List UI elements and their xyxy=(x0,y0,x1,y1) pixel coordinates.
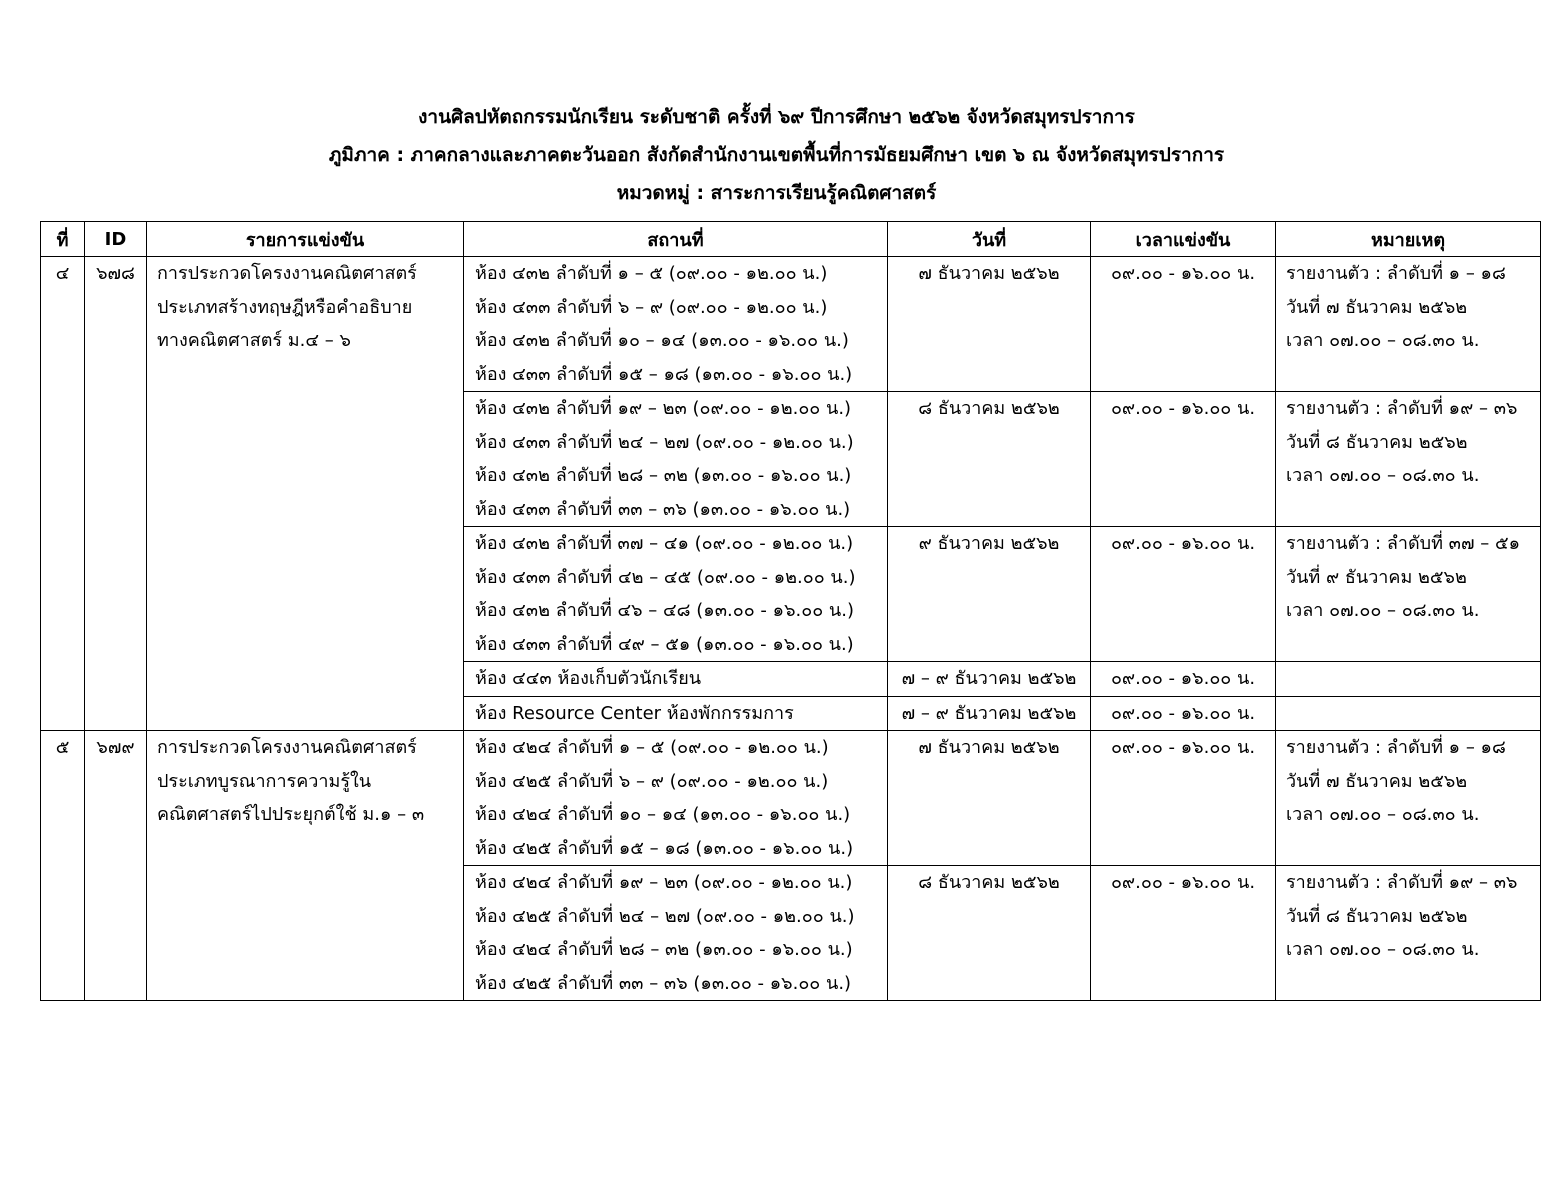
remarks-cell xyxy=(1276,731,1541,866)
row-number xyxy=(41,731,85,1001)
row-id xyxy=(85,731,147,1001)
remarks-line: รายงานตัว : ลำดับที่ ๓๗ – ๕๑ xyxy=(1286,533,1520,554)
date-cell xyxy=(888,866,1091,1001)
time-cell xyxy=(1091,866,1276,1001)
venue-cell xyxy=(464,866,888,1001)
venue-cell xyxy=(464,257,888,392)
remarks-line: เวลา ๐๗.๐๐ – ๐๘.๓๐ น. xyxy=(1286,804,1480,825)
column-header-remarks: หมายเหตุ xyxy=(1276,222,1541,257)
remarks-line: เวลา ๐๗.๐๐ – ๐๘.๓๐ น. xyxy=(1286,939,1480,960)
venue-line: ห้อง ๔๓๒ ลำดับที่ ๔๖ – ๔๘ (๑๓.๐๐ - ๑๖.๐๐ น.) xyxy=(475,600,854,621)
column-header-time: เวลาแข่งขัน xyxy=(1091,222,1276,257)
date-cell xyxy=(888,662,1091,697)
remarks-cell xyxy=(1276,527,1541,662)
remarks-line: วันที่ ๗ ธันวาคม ๒๕๖๒ xyxy=(1286,296,1468,318)
remarks-line: เวลา ๐๗.๐๐ – ๐๘.๓๐ น. xyxy=(1286,330,1480,351)
venue-cell xyxy=(464,731,888,866)
venue-line: ห้อง ๔๓๓ ลำดับที่ ๑๕ – ๑๘ (๑๓.๐๐ - ๑๖.๐๐ น.) xyxy=(475,363,853,385)
table-header-row xyxy=(41,222,1541,257)
remarks-cell xyxy=(1276,257,1541,392)
column-header-venue: สถานที่ xyxy=(464,222,888,257)
remarks-line: เวลา ๐๗.๐๐ – ๐๘.๓๐ น. xyxy=(1286,465,1480,486)
remarks-cell xyxy=(1276,696,1541,731)
remarks-line: วันที่ ๙ ธันวาคม ๒๕๖๒ xyxy=(1286,566,1467,588)
date-text: ๗ ธันวาคม ๒๕๖๒ xyxy=(918,263,1060,284)
header-title: งานศิลปหัตถกรรมนักเรียน ระดับชาติ ครั้งที่ ๖๙ ปีการศึกษา ๒๕๖๒ จังหวัดสมุทรปราการ xyxy=(418,106,1135,128)
venue-line: ห้อง ๔๔๓ ห้องเก็บตัวนักเรียน xyxy=(475,668,702,689)
remarks-line: วันที่ ๗ ธันวาคม ๒๕๖๒ xyxy=(1286,770,1468,792)
header-region: ภูมิภาค : ภาคกลางและภาคตะวันออก สังกัดสำนักงานเขตพื้นที่การมัธยมศึกษา เขต ๖ ณ จังหวัดสมุทรปราการ xyxy=(328,144,1225,166)
venue-line: ห้อง ๔๓๓ ลำดับที่ ๔๒ – ๔๕ (๐๙.๐๐ - ๑๒.๐๐ น.) xyxy=(475,566,856,588)
date-text: ๗ – ๙ ธันวาคม ๒๕๖๒ xyxy=(901,702,1077,724)
time-cell xyxy=(1091,257,1276,392)
time-text: ๐๙.๐๐ - ๑๖.๐๐ น. xyxy=(1110,398,1256,419)
table-body xyxy=(41,257,1541,1001)
time-cell xyxy=(1091,696,1276,731)
date-text: ๗ ธันวาคม ๒๕๖๒ xyxy=(918,737,1060,758)
competition-title-line: การประกวดโครงงานคณิตศาสตร์ xyxy=(157,263,417,284)
venue-line: ห้อง ๔๒๕ ลำดับที่ ๑๕ – ๑๘ (๑๓.๐๐ - ๑๖.๐๐ น.) xyxy=(475,837,854,859)
date-cell xyxy=(888,696,1091,731)
schedule-table xyxy=(40,221,1541,1001)
venue-cell xyxy=(464,527,888,662)
time-text: ๐๙.๐๐ - ๑๖.๐๐ น. xyxy=(1110,263,1256,284)
row-number-text: ๔ xyxy=(55,263,70,284)
date-text: ๘ ธันวาคม ๒๕๖๒ xyxy=(918,872,1060,893)
time-text: ๐๙.๐๐ - ๑๖.๐๐ น. xyxy=(1110,533,1256,554)
venue-line: ห้อง ๔๒๔ ลำดับที่ ๑๐ – ๑๔ (๑๓.๐๐ - ๑๖.๐๐ น.) xyxy=(475,804,851,825)
column-header-id: ID xyxy=(85,222,147,257)
venue-line: ห้อง Resource Center ห้องพักกรรมการ xyxy=(475,702,794,724)
document-header xyxy=(0,98,1553,212)
venue-line: ห้อง ๔๓๓ ลำดับที่ ๖ – ๙ (๐๙.๐๐ - ๑๒.๐๐ น.) xyxy=(475,296,828,318)
remarks-line: รายงานตัว : ลำดับที่ ๑๙ – ๓๖ xyxy=(1286,398,1518,419)
venue-line: ห้อง ๔๓๓ ลำดับที่ ๓๓ – ๓๖ (๑๓.๐๐ - ๑๖.๐๐ น.) xyxy=(475,498,851,520)
time-text: ๐๙.๐๐ - ๑๖.๐๐ น. xyxy=(1110,737,1256,758)
row-id-text: ๖๗๘ xyxy=(96,263,135,284)
date-text: ๙ ธันวาคม ๒๕๖๒ xyxy=(918,533,1060,554)
table-row xyxy=(41,257,1541,392)
remarks-line: เวลา ๐๗.๐๐ – ๐๘.๓๐ น. xyxy=(1286,600,1480,621)
remarks-line: รายงานตัว : ลำดับที่ ๑๙ – ๓๖ xyxy=(1286,872,1518,893)
date-cell xyxy=(888,392,1091,527)
venue-line: ห้อง ๔๒๕ ลำดับที่ ๒๔ – ๒๗ (๐๙.๐๐ - ๑๒.๐๐ น.) xyxy=(475,905,855,927)
date-cell xyxy=(888,257,1091,392)
remarks-line: วันที่ ๘ ธันวาคม ๒๕๖๒ xyxy=(1286,431,1468,453)
time-cell xyxy=(1091,731,1276,866)
time-cell xyxy=(1091,662,1276,697)
remarks-line: รายงานตัว : ลำดับที่ ๑ – ๑๘ xyxy=(1286,737,1506,758)
row-id xyxy=(85,257,147,731)
competition-title-line: คณิตศาสตร์ไปประยุกต์ใช้ ม.๑ – ๓ xyxy=(157,804,425,825)
remarks-cell xyxy=(1276,392,1541,527)
venue-line: ห้อง ๔๓๓ ลำดับที่ ๒๔ – ๒๗ (๐๙.๐๐ - ๑๒.๐๐ น.) xyxy=(475,431,854,453)
time-text: ๐๙.๐๐ - ๑๖.๐๐ น. xyxy=(1110,872,1256,893)
time-text: ๐๙.๐๐ - ๑๖.๐๐ น. xyxy=(1110,702,1256,724)
date-text: ๘ ธันวาคม ๒๕๖๒ xyxy=(918,398,1060,419)
date-cell xyxy=(888,731,1091,866)
table-row xyxy=(41,731,1541,866)
remarks-line: รายงานตัว : ลำดับที่ ๑ – ๑๘ xyxy=(1286,263,1506,284)
row-number xyxy=(41,257,85,731)
venue-line: ห้อง ๔๒๔ ลำดับที่ ๑ – ๕ (๐๙.๐๐ - ๑๒.๐๐ น.) xyxy=(475,737,829,758)
venue-line: ห้อง ๔๒๔ ลำดับที่ ๒๘ – ๓๒ (๑๓.๐๐ - ๑๖.๐๐ น.) xyxy=(475,939,853,960)
venue-cell xyxy=(464,696,888,731)
venue-line: ห้อง ๔๓๒ ลำดับที่ ๑ – ๕ (๐๙.๐๐ - ๑๒.๐๐ น.) xyxy=(475,263,828,284)
row-id-text: ๖๗๙ xyxy=(96,737,135,758)
date-cell xyxy=(888,527,1091,662)
column-header-date: วันที่ xyxy=(888,222,1091,257)
competition-title xyxy=(147,731,464,1001)
venue-line: ห้อง ๔๒๕ ลำดับที่ ๓๓ – ๓๖ (๑๓.๐๐ - ๑๖.๐๐ น.) xyxy=(475,972,852,994)
competition-title-line: ประเภทสร้างทฤษฎีหรือคำอธิบาย xyxy=(157,296,413,318)
remarks-cell xyxy=(1276,662,1541,697)
venue-line: ห้อง ๔๒๕ ลำดับที่ ๖ – ๙ (๐๙.๐๐ - ๑๒.๐๐ น.) xyxy=(475,770,829,792)
venue-line: ห้อง ๔๓๒ ลำดับที่ ๑๙ – ๒๓ (๐๙.๐๐ - ๑๒.๐๐ น.) xyxy=(475,398,852,419)
venue-line: ห้อง ๔๒๔ ลำดับที่ ๑๙ – ๒๓ (๐๙.๐๐ - ๑๒.๐๐ น.) xyxy=(475,872,853,893)
venue-line: ห้อง ๔๓๓ ลำดับที่ ๔๙ – ๕๑ (๑๓.๐๐ - ๑๖.๐๐ น.) xyxy=(475,633,854,655)
competition-title-line: การประกวดโครงงานคณิตศาสตร์ xyxy=(157,737,417,758)
remarks-line: วันที่ ๘ ธันวาคม ๒๕๖๒ xyxy=(1286,905,1468,927)
venue-line: ห้อง ๔๓๒ ลำดับที่ ๑๐ – ๑๔ (๑๓.๐๐ - ๑๖.๐๐ น.) xyxy=(475,330,849,351)
remarks-cell xyxy=(1276,866,1541,1001)
date-text: ๗ – ๙ ธันวาคม ๒๕๖๒ xyxy=(901,668,1077,689)
time-cell xyxy=(1091,392,1276,527)
competition-title-line: ทางคณิตศาสตร์ ม.๔ – ๖ xyxy=(157,330,351,351)
time-cell xyxy=(1091,527,1276,662)
venue-cell xyxy=(464,392,888,527)
competition-title xyxy=(147,257,464,731)
venue-line: ห้อง ๔๓๒ ลำดับที่ ๒๘ – ๓๒ (๑๓.๐๐ - ๑๖.๐๐ น.) xyxy=(475,465,852,486)
row-number-text: ๕ xyxy=(55,737,70,758)
competition-title-line: ประเภทบูรณาการความรู้ใน xyxy=(157,770,372,792)
venue-line: ห้อง ๔๓๒ ลำดับที่ ๓๗ – ๔๑ (๐๙.๐๐ - ๑๒.๐๐ น.) xyxy=(475,533,854,554)
header-category: หมวดหมู่ : สาระการเรียนรู้คณิตศาสตร์ xyxy=(616,182,937,204)
column-header-number: ที่ xyxy=(41,222,85,257)
column-header-competition: รายการแข่งขัน xyxy=(147,222,464,257)
time-text: ๐๙.๐๐ - ๑๖.๐๐ น. xyxy=(1110,668,1256,689)
venue-cell xyxy=(464,662,888,697)
